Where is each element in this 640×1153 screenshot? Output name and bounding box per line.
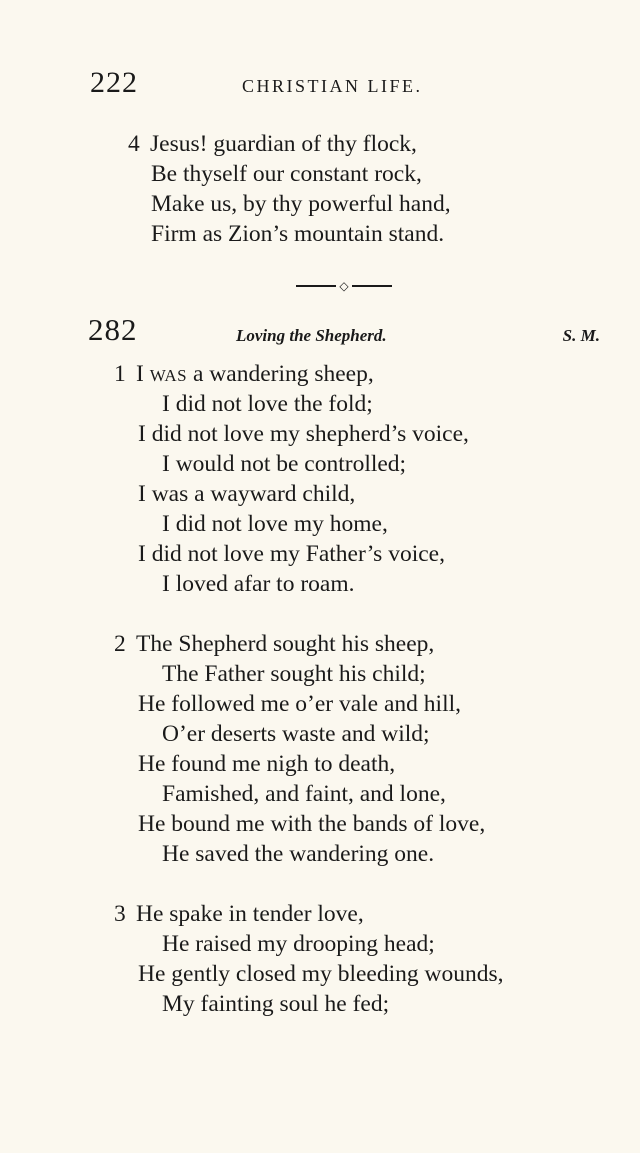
- running-head: [90, 66, 600, 102]
- hymn-number: 282: [88, 312, 138, 347]
- divider-rule-left: [296, 285, 336, 287]
- stanza-number: 2: [114, 631, 126, 657]
- stanza-line: Famished, and faint, and lone,: [162, 781, 446, 807]
- stanza-line-text: a wandering sheep,: [187, 361, 374, 387]
- stanza-line: He saved the wandering one.: [162, 841, 435, 867]
- stanza-line: My fainting soul he fed;: [162, 991, 390, 1017]
- hymn-title: Loving the Shepherd.: [236, 326, 387, 345]
- stanza-line: He found me nigh to death,: [138, 751, 396, 777]
- stanza-line-text: Jesus! guardian of thy flock,: [150, 131, 417, 157]
- stanza-number: 3: [114, 901, 126, 927]
- small-caps-word: WAS: [149, 366, 188, 385]
- stanza-line: I loved afar to roam.: [162, 571, 355, 597]
- stanza-line: I did not love the fold;: [162, 391, 373, 417]
- stanza-number: 1: [114, 361, 126, 387]
- stanza-line: I did not love my Father’s voice,: [138, 541, 445, 567]
- ornamental-divider: [296, 279, 392, 293]
- stanza-line: Make us, by thy powerful hand,: [151, 191, 451, 217]
- diamond-ornament-icon: ◇: [339, 279, 349, 293]
- stanza-line: O’er deserts waste and wild;: [162, 721, 430, 747]
- stanza-line: [114, 359, 374, 391]
- stanza-line: [114, 899, 364, 929]
- stanza-number: 4: [128, 131, 140, 157]
- stanza-line: I did not love my shepherd’s voice,: [138, 421, 469, 447]
- running-title: CHRISTIAN LIFE.: [242, 76, 423, 96]
- stanza-line-text: The Shepherd sought his sheep,: [136, 631, 435, 657]
- divider-rule-right: [352, 285, 392, 287]
- stanza-line: He gently closed my bleeding wounds,: [138, 961, 504, 987]
- stanza-line: [128, 129, 417, 159]
- stanza-line: Firm as Zion’s mountain stand.: [151, 221, 445, 247]
- stanza-line-text: He spake in tender love,: [136, 901, 364, 927]
- stanza-line: Be thyself our constant rock,: [151, 161, 422, 187]
- stanza-line: He raised my drooping head;: [162, 931, 435, 957]
- stanza-line: I was a wayward child,: [138, 481, 356, 507]
- stanza-line: I would not be controlled;: [162, 451, 407, 477]
- stanza-line: I did not love my home,: [162, 511, 388, 537]
- first-word: I: [136, 361, 144, 387]
- stanza-line: The Father sought his child;: [162, 661, 426, 687]
- stanza-line: He followed me o’er vale and hill,: [138, 691, 462, 717]
- hymn-heading: [88, 312, 600, 352]
- stanza-line: [114, 629, 434, 659]
- stanza-line: He bound me with the bands of love,: [138, 811, 486, 837]
- hymn-meter: S. M.: [562, 326, 600, 345]
- page-number: 222: [90, 66, 138, 99]
